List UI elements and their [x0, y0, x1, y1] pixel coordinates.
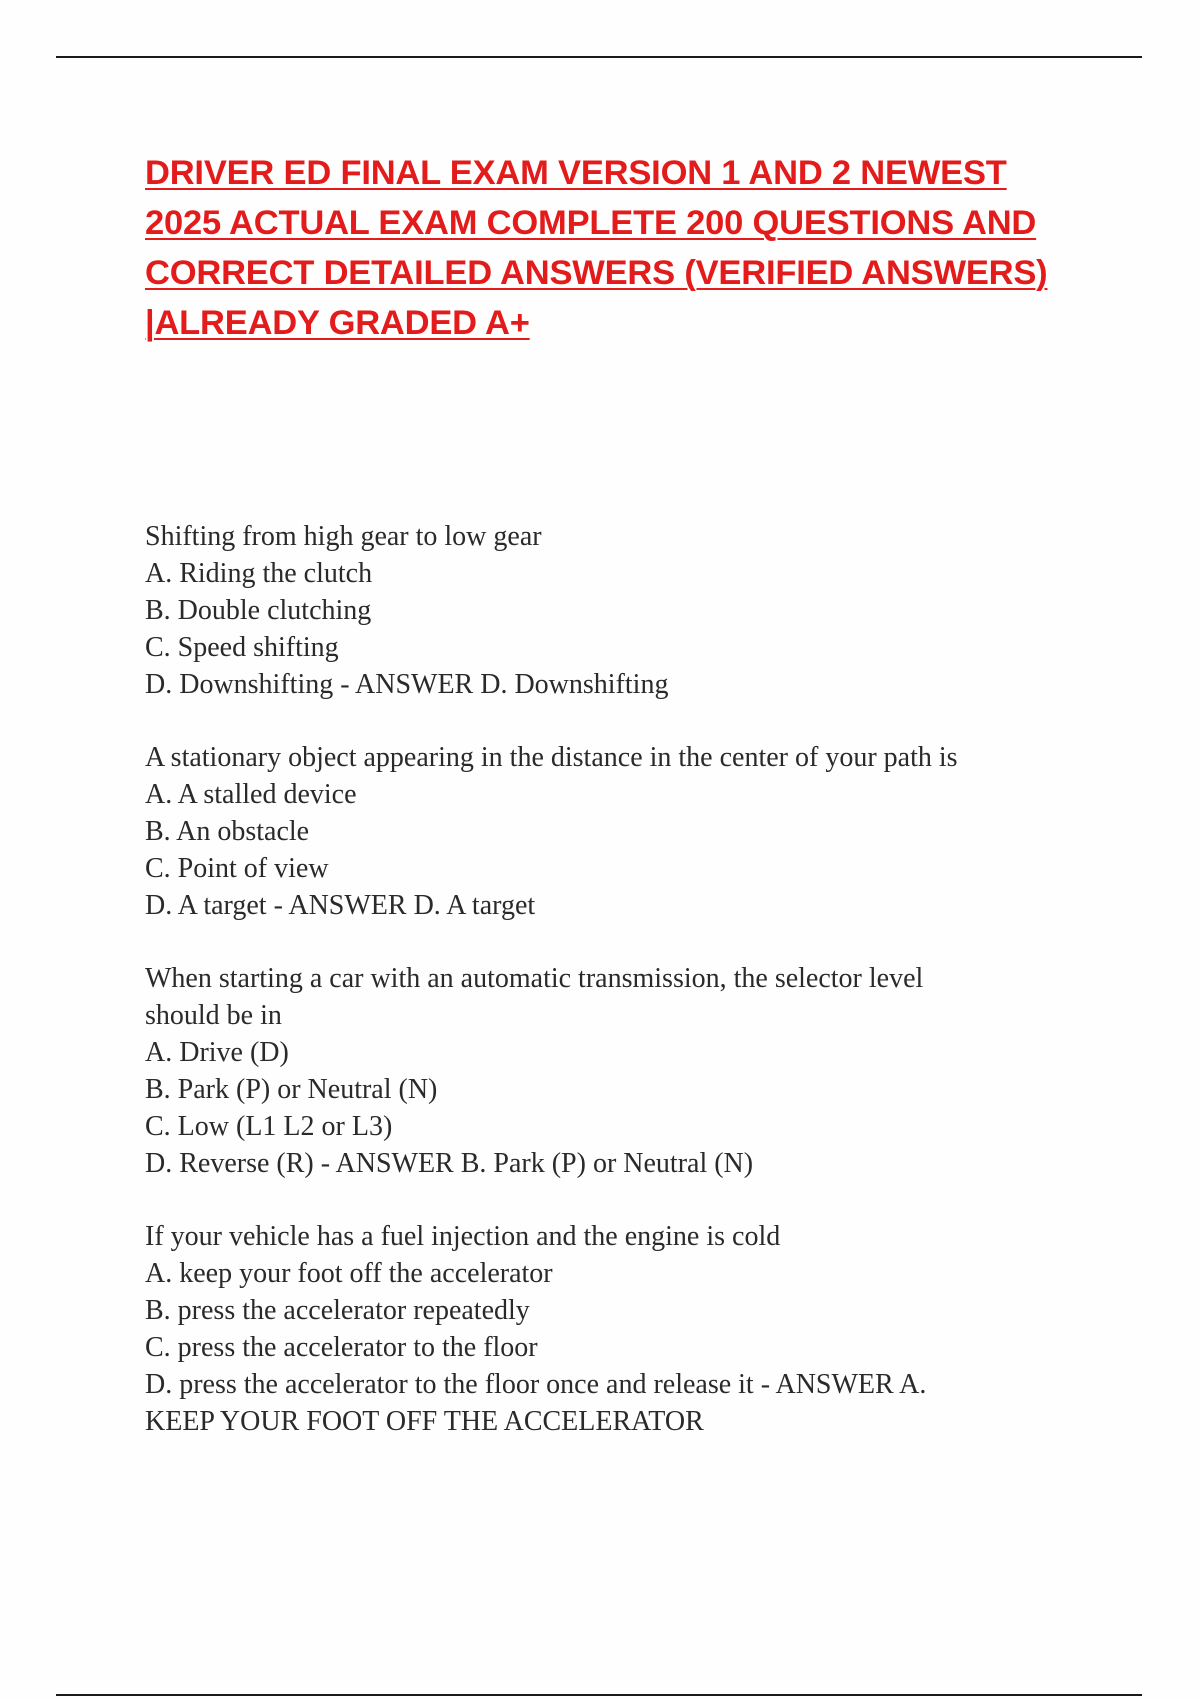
answer-option-with-answer: D. A target - ANSWER D. A target	[145, 890, 536, 921]
answer-option: C. Speed shifting	[145, 632, 339, 663]
title-line: 2025 ACTUAL EXAM COMPLETE 200 QUESTIONS AND	[145, 204, 1037, 242]
question-block	[145, 1218, 1105, 1440]
question-text: When starting a car with an automatic transmission, the selector level	[145, 963, 924, 994]
title-line: DRIVER ED FINAL EXAM VERSION 1 AND 2 NEWEST	[145, 154, 1007, 192]
bottom-divider	[56, 1694, 1142, 1696]
answer-continued: KEEP YOUR FOOT OFF THE ACCELERATOR	[145, 1406, 704, 1437]
answer-option: A. A stalled device	[145, 779, 357, 810]
question-text: Shifting from high gear to low gear	[145, 521, 542, 552]
top-divider	[56, 56, 1142, 58]
answer-option-with-answer: D. Downshifting - ANSWER D. Downshifting	[145, 669, 669, 700]
title-line: CORRECT DETAILED ANSWERS (VERIFIED ANSWERS)	[145, 254, 1048, 292]
question-list	[145, 518, 1105, 1476]
question-block	[145, 518, 1105, 703]
answer-option: B. Park (P) or Neutral (N)	[145, 1074, 438, 1105]
answer-option: B. press the accelerator repeatedly	[145, 1295, 530, 1326]
answer-option: C. Low (L1 L2 or L3)	[145, 1111, 393, 1142]
answer-option: C. press the accelerator to the floor	[145, 1332, 538, 1363]
document-title	[145, 148, 1105, 348]
question-text: If your vehicle has a fuel injection and the engine is cold	[145, 1221, 781, 1252]
question-text: A stationary object appearing in the distance in the center of your path is	[145, 742, 958, 773]
question-block	[145, 739, 1105, 924]
answer-option: A. Drive (D)	[145, 1037, 289, 1068]
answer-option-with-answer: D. Reverse (R) - ANSWER B. Park (P) or Neutral (N)	[145, 1148, 754, 1179]
question-block	[145, 960, 1105, 1182]
answer-option: A. keep your foot off the accelerator	[145, 1258, 553, 1289]
answer-option-with-answer: D. press the accelerator to the floor once and release it - ANSWER A.	[145, 1369, 927, 1400]
answer-option: B. An obstacle	[145, 816, 310, 847]
question-text-continued: should be in	[145, 1000, 282, 1031]
answer-option: A. Riding the clutch	[145, 558, 373, 589]
answer-option: C. Point of view	[145, 853, 329, 884]
title-line: |ALREADY GRADED A+	[145, 304, 530, 342]
answer-option: B. Double clutching	[145, 595, 372, 626]
